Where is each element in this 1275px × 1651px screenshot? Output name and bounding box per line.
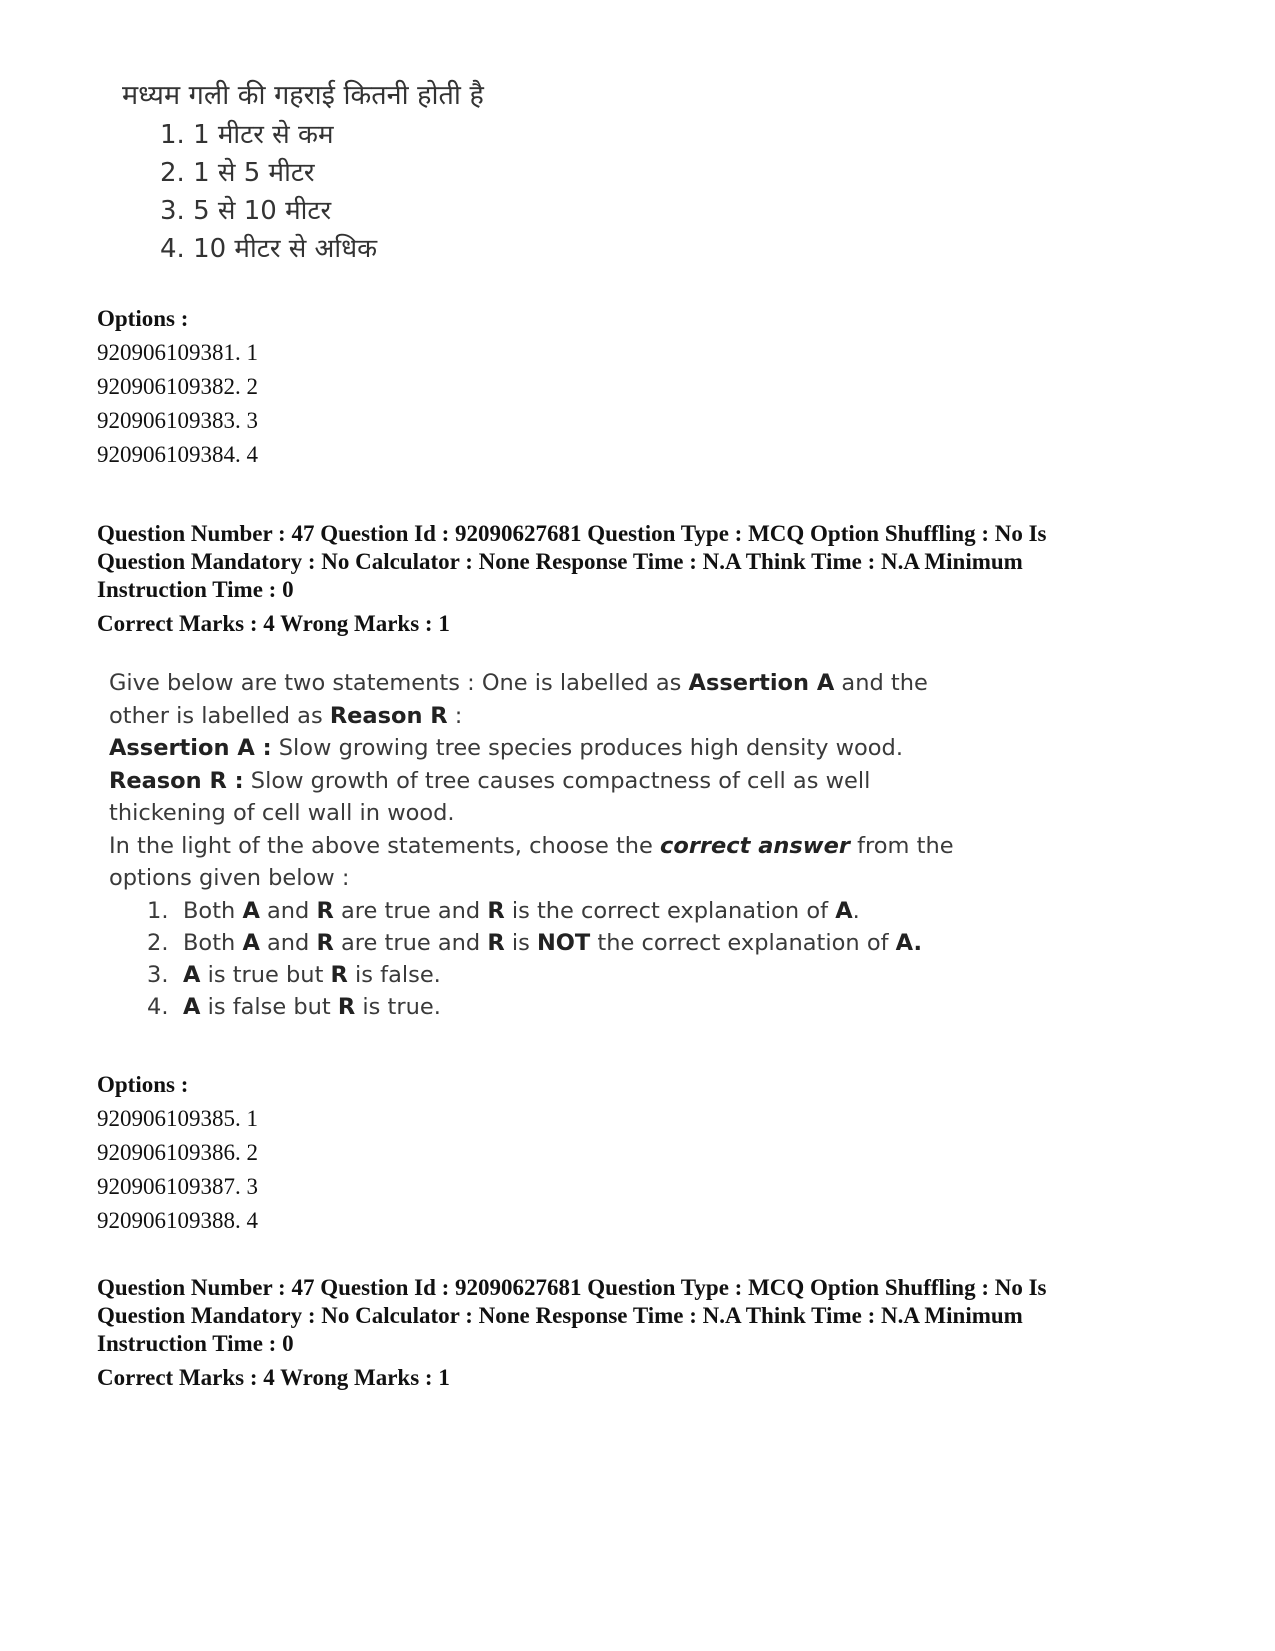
question-1-choice <box>122 192 1275 230</box>
option-item: 920906109387. 3 <box>97 1174 258 1199</box>
options-list-2 <box>97 1068 1275 1238</box>
question-2-intro: Give below are two statements : One is labelled as Assertion A and the other is labelled as Reason R : <box>109 670 928 729</box>
question-marks: Correct Marks : 4 Wrong Marks : 1 <box>97 1365 450 1390</box>
option-item: 920906109385. 1 <box>97 1106 258 1131</box>
question-1-content <box>122 78 1275 268</box>
choice-number: 1. <box>160 120 185 150</box>
question-1-stem: मध्यम गली की गहराई कितनी होती है <box>122 80 484 111</box>
choice-text: 1 से 5 मीटर <box>193 158 315 188</box>
choice-number: 2. <box>160 158 185 188</box>
question-1-choice <box>122 230 1275 268</box>
question-2-choice: 1. Both A and R are true and R is the correct explanation of A. <box>147 897 860 924</box>
question-1-choices <box>122 116 1275 268</box>
options-list-1 <box>97 302 1275 472</box>
question-meta-line: Question Number : 47 Question Id : 92090627681 Question Type : MCQ Option Shuffling : No Is Question Mandatory : No Calculator : None Response Time : N.A Think Time : N.A Minimum Instruction Time : 0 <box>97 1275 1047 1356</box>
question-2-choices <box>109 895 989 1023</box>
options-heading: Options : <box>97 1072 189 1097</box>
option-item: 920906109382. 2 <box>97 374 258 399</box>
choice-number: 4. <box>160 234 185 264</box>
choice-text: 10 मीटर से अधिक <box>193 234 378 264</box>
option-item: 920906109383. 3 <box>97 408 258 433</box>
question-2-choice: 4. A is false but R is true. <box>147 993 441 1020</box>
question-2-content <box>109 667 989 1023</box>
question-2-reason: Reason R : Slow growth of tree causes compactness of cell as well thickening of cell wall in wood. <box>109 767 871 826</box>
choice-number: 3. <box>160 196 185 226</box>
option-item: 920906109381. 1 <box>97 340 258 365</box>
option-item: 920906109388. 4 <box>97 1208 258 1233</box>
choice-text: 1 मीटर से कम <box>193 120 334 150</box>
question-1-choice <box>122 116 1275 154</box>
question-2-choice: 3. A is true but R is false. <box>147 961 441 988</box>
question-2-instruction: In the light of the above statements, choose the correct answer from the options given below : <box>109 832 954 891</box>
option-item: 920906109386. 2 <box>97 1140 258 1165</box>
question-2-choice: 2. Both A and R are true and R is NOT the correct explanation of A. <box>147 929 923 956</box>
option-item: 920906109384. 4 <box>97 442 258 467</box>
question-marks: Correct Marks : 4 Wrong Marks : 1 <box>97 611 450 636</box>
question-meta-1 <box>97 520 1275 638</box>
question-meta-2 <box>97 1274 1275 1392</box>
question-2-assertion: Assertion A : Slow growing tree species produces high density wood. <box>109 735 903 761</box>
options-heading: Options : <box>97 306 189 331</box>
choice-text: 5 से 10 मीटर <box>193 196 332 226</box>
question-1-choice <box>122 154 1275 192</box>
question-meta-line: Question Number : 47 Question Id : 92090627681 Question Type : MCQ Option Shuffling : No Is Question Mandatory : No Calculator : None Response Time : N.A Think Time : N.A Minimum Instruction Time : 0 <box>97 521 1047 602</box>
